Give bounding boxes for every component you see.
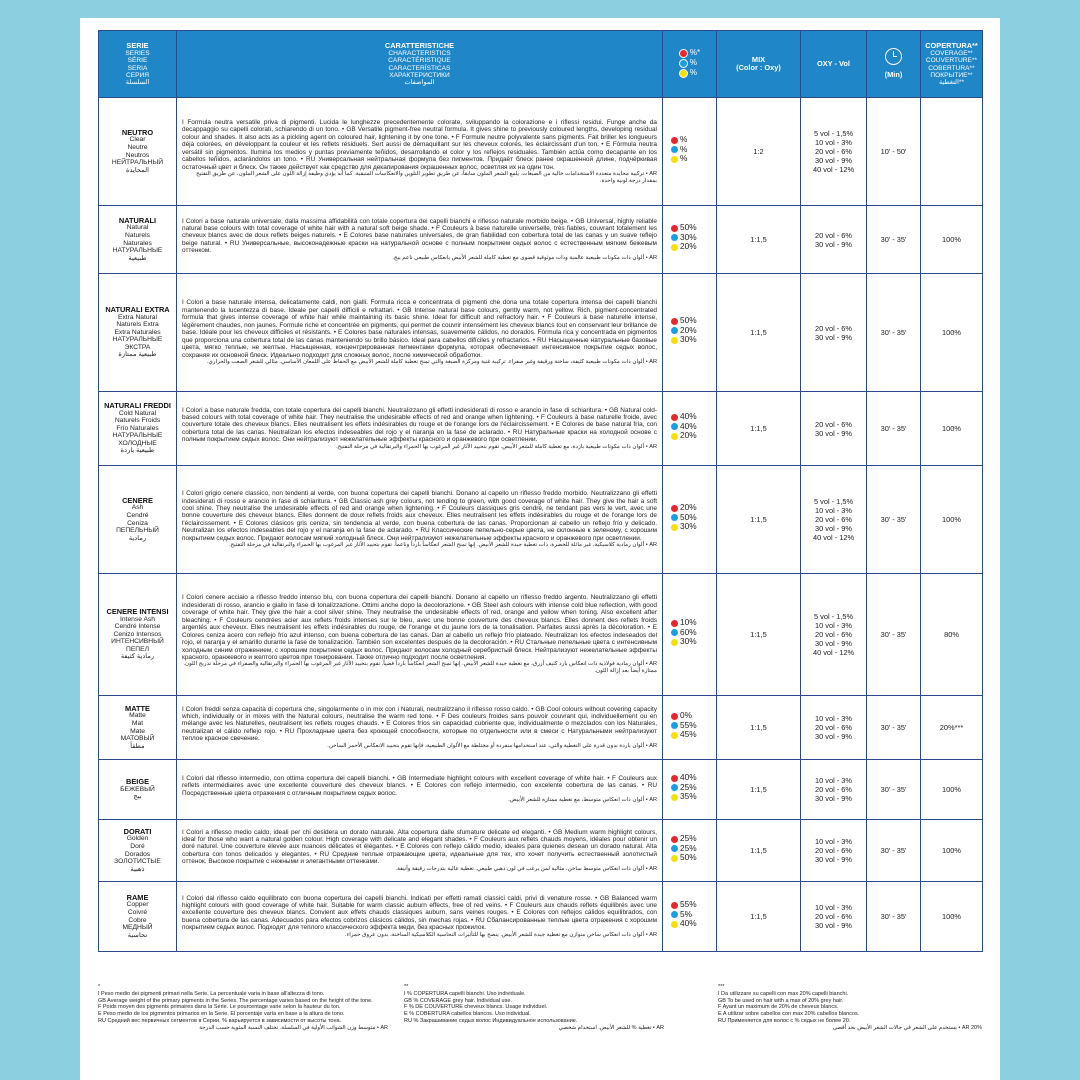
coverage-cell: 100% [921,466,983,574]
oxy-value: 30 vol - 9% [815,921,852,930]
description-text: I Colori a base naturale intensa, delicatamente caldi, non gialli. Formula ricca e concentrata di pigmenti che dona una totale copertura intensa dei capelli bianchi mantenendo la lucentezza di base. Ideale per capelli difficili e refrattari. • GB Intense natural base colours, gently warm, not yellow. Rich, pigment-concentrated formula that gives intense coverage of white hair while maintaining its basic shine. Ideal for difficult and refractory hair. • F Couleurs à base naturelle intense, légèrement chaudes, non jaunes. Formule riche et concentrée en pigments, qui permet de couvrir intensément les cheveux blancs tout en conservant leur brillance de base. Idéale pour les cheveux difficiles et résistants. • E Colores base naturales intensas, suavemente cálidos, no dorados. Fórmula rica y concentrada en pigmentos que proporciona una cobertura total de las canas manteniendo su brillo básico. Ideal para cabellos difíciles y refractarios. • RU Насыщенные натуральные базовые цвета, мягко теплые, не желтые. Насыщенная, концентрированная пигментами формула, которая обеспечивает интенсивное покрытие седых волос, сохраняя их основной блеск. Идеально подходит для сложных волос, после химической обработки. [182,299,657,359]
oxy-cell [801,274,867,392]
serie-name: رمادية كثيفة [120,653,155,661]
yellow-dot-icon [671,524,678,531]
description-arabic: AR • ألوان رمادية فولاذية ذات انعكاس بارد كثيف أزرق، مع تغطية جيدة للشعر الأبيض. إنها تمنح الشعر انعكاساً بارداً فضياً. تقوم بتحييد الآثار غير المرغوب بها الحمراء والبرتقالية والصفراء في مرحلة تدريج اللون. ممتازة أيضاً بعد إزالة اللون. [183,661,657,675]
pigment-value: 25% [680,781,697,792]
pigment-cell [663,98,717,206]
oxy-cell [801,882,867,952]
pigment-value: 50% [680,852,697,863]
coverage-cell: 100% [921,392,983,466]
red-dot-icon [671,225,678,232]
serie-name: Extra Naturales [114,328,161,336]
blue-dot-icon [671,514,678,521]
description-cell [177,820,663,882]
serie-name: Clear [129,136,146,144]
footnote-triple-asterisk: *** I Da utilizzare su capelli con max 20% capelli bianchi. GB To be used on hair with a max of 20% grey hair. F Ayant un maximum de 20% de cheveux blancs. E A utilizar sobre cabellos con max 20% cabellos blancos. RU Применяется для волос с % седых не более 20. 20% AR • يستخدم على الشعر في حالات الشعر الأبيض بحد أقصى [718,984,982,1031]
footnotes [98,984,982,1080]
serie-name: RAME [126,892,149,902]
table-row [99,206,983,274]
blue-dot-icon [671,911,678,918]
blue-dot-icon [671,845,678,852]
yellow-dot-icon [671,433,678,440]
description-cell [177,574,663,696]
oxy-value: 30 vol - 9% [815,794,852,803]
coverage-cell: 100% [921,882,983,952]
serie-name: Dorados [124,850,151,858]
oxy-value: 20 vol - 6% [815,419,852,429]
oxy-value: 30 vol - 9% [815,332,852,342]
description-cell [177,274,663,392]
header-mix: MIX (Color : Oxy) [717,31,801,98]
oxy-value: 30 vol - 9% [815,239,852,249]
mix-cell: 1:1,5 [717,466,801,574]
sheet [80,18,1000,1080]
description-cell [177,98,663,206]
description-cell [177,206,663,274]
red-dot-icon [671,505,678,512]
serie-name: Naturels Extra [116,321,159,329]
mix-cell: 1:1,5 [717,760,801,820]
serie-name: ЗОЛОТИСТЫЕ [114,858,161,866]
pigment-cell [663,466,717,574]
pigment-cell [663,760,717,820]
table-row [99,466,983,574]
serie-name: Naturels [125,231,150,239]
serie-name: БЕЖЕВЫЙ [120,785,155,793]
mix-cell: 1:1,5 [717,392,801,466]
pigment-value: 35% [680,791,697,802]
serie-cell [99,206,177,274]
red-dot-icon [679,49,688,58]
coverage-cell: 100% [921,274,983,392]
oxy-cell [801,574,867,696]
pigment-value: 55% [680,719,697,730]
oxy-value: 40 vol - 12% [812,648,855,657]
oxy-value: 10 vol - 3% [815,714,852,723]
oxy-cell [801,760,867,820]
red-dot-icon [671,775,678,782]
oxy-value: 5 vol - 1,5% [813,612,854,621]
header-serie: SERIE SERIES SÉRIE SERIA СЕРИЯ السلسلة [99,31,177,98]
pigment-value: 20% [680,502,697,513]
table-row [99,760,983,820]
red-dot-icon [671,836,678,843]
serie-name: Extra Natural [117,313,158,321]
serie-name: NATURALI FREDDI [104,400,171,410]
serie-name: Natural [126,224,149,232]
time-cell: 10' - 50' [867,98,921,206]
serie-name: NATURALI [118,215,157,225]
oxy-value: 20 vol - 6% [815,912,852,921]
pigment-value: 55% [680,899,697,910]
serie-name: Coivré [127,908,148,916]
pigment-value: 40% [680,918,697,929]
pigment-value: 30% [680,521,697,532]
description-cell [177,882,663,952]
serie-name: Cobre [128,916,147,924]
description-text: I Colori dal riflesso caldo equilibrato con buona copertura dei capelli bianchi. Indicati per effetti ramati classici caldi, privi di venature rosse. • GB Balanced warm highlight colours with good coverage of white hair. Suitable for warm classic auburn effects, free of red veins. • F Couleurs aux chauds reflets équilibrés avec une excellente couverture des cheveux blancs. Convient aux effets chauds classiques auburn, sans veines rouges. • E Colores con reflejos cálidos equilibrados, con buena cobertura de las canas. Adecuados para efectos cobrizos clásicos cálidos, sin mechas rojas. • RU Сбалансированные теплые цвета отражения с хорошим покрытием седых волос. Подходят для теплого классического эффекта меди, без красных прожилок. [182,894,657,932]
pigment-value: 20% [680,430,697,441]
red-dot-icon [671,137,678,144]
mix-cell: 1:1,5 [717,696,801,760]
description-cell [177,696,663,760]
pigment-value: 20% [680,241,697,252]
serie-name: ИНТЕНСИВНЫЙ [111,638,164,646]
serie-name: Neutros [125,151,150,159]
description-arabic: AR • ألوان رمادية كلاسيكية، غير مائلة للخضرة، ذات تغطية جيدة للشعر الأبيض. إنها تمنح الشعر انعكاساً بارداً وناعماً. تقوم بتحييد الآثار غير المرغوب بها الحمراء والبرتقالية في مرحلة التفتيح. [228,542,657,549]
serie-name: Cendré Intense [114,623,161,631]
oxy-cell [801,392,867,466]
serie-name: Matte [129,712,146,720]
oxy-value: 30 vol - 9% [815,639,852,648]
pigment-cell [663,206,717,274]
pigment-cell [663,574,717,696]
serie-name: Doré [130,842,145,850]
serie-name: Ash [131,504,144,512]
oxy-value: 20 vol - 6% [815,147,852,156]
serie-name: BEIGE [126,777,149,787]
pigment-value: 40% [680,420,697,431]
pigment-value: 50% [680,222,697,233]
header-pigments: %* % % [663,31,717,98]
yellow-dot-icon [671,855,678,862]
table-row [99,882,983,952]
red-dot-icon [671,620,678,627]
mix-cell: 1:1,5 [717,574,801,696]
yellow-dot-icon [671,244,678,251]
yellow-dot-icon [671,921,678,928]
serie-cell [99,466,177,574]
time-cell: 30' - 35' [867,882,921,952]
serie-cell [99,574,177,696]
serie-cell [99,98,177,206]
pigment-value: % [680,153,688,164]
oxy-value: 10 vol - 3% [815,621,852,630]
serie-name: Ceniza [127,519,148,527]
serie-name: DORATI [123,826,152,836]
blue-dot-icon [671,722,678,729]
pigment-value: 60% [680,626,697,637]
pigment-cell [663,392,717,466]
blue-dot-icon [679,59,688,68]
serie-name: Neutre [127,143,148,151]
description-arabic: AR • ألوان ذات مكونات طبيعية كثيفة، ساخنة ورقيقة وغير صفراء. تركيبة غنية ومركزة الصبغة والتي تمنح تغطية كاملة للشعر الأبيض مع الحفاظ على اللمعان الأساسي. مثالي للشعر الصعب والحراري. [206,359,657,366]
oxy-value: 20 vol - 6% [815,846,852,855]
oxy-value: 5 vol - 1,5% [813,497,854,506]
oxy-value: 20 vol - 6% [815,630,852,639]
serie-name: Mat [131,719,144,727]
oxy-cell [801,820,867,882]
header-time: (Min) [867,31,921,98]
blue-dot-icon [671,784,678,791]
description-cell [177,392,663,466]
time-cell: 30' - 35' [867,274,921,392]
oxy-value: 20 vol - 6% [815,785,852,794]
time-cell: 30' - 35' [867,696,921,760]
serie-name: МЕДНЫЙ [122,924,153,932]
description-cell [177,760,663,820]
time-cell: 30' - 35' [867,206,921,274]
description-arabic: AR • تركيبة محايدة متعددة الاستخدامات خالية من الصبغات. يلمع الشعر الملون سابقاً، عن طريق تطوير التلوين والانعكاسات المتبقية. كما أنه يؤدي وظيفة إزالة اللون على الشعر الملون، عن طريق التفتيح بمقدار درجة لونية واحدة. [196,170,657,184]
footnote-single-asterisk: * I Peso medio dei pigmenti primari nella Serie. La percentuale varia in base all'altezza di tono. GB Average weight of the primary pigments in the Series. The percentage varies based on the height of the tone. F Poids moyen des pigments primaires dans la Série. Le pourcentage varie selon la hauteur du ton. E Peso medio de los pigmentos primarios en la Serie. El porcentaje varía en base a la altura de tono. RU Средний вес первичных сегментов в Серии. % варьируется в зависимости от высоты тона. AR • متوسط وزن الشوائب الأولية في السلسلة. تختلف النسبة المئوية حسب الدرجة [98,984,388,1031]
pigment-value: 40% [680,411,697,422]
red-dot-icon [671,713,678,720]
serie-name: Naturels Froids [114,417,161,425]
coverage-cell: 100% [921,820,983,882]
serie-name: НАТУРАЛЬНЫЕ [112,247,163,255]
serie-name: CENERE INTENSI [106,606,169,616]
oxy-value: 20 vol - 6% [815,323,852,333]
pigment-value: 10% [680,617,697,628]
mix-cell: 1:2 [717,98,801,206]
description-text: I Colori dal riflesso intermedio, con ottima copertura dei capelli bianchi. • GB Intermediate highlight colours with excellent coverage of white hair. • F Couleurs aux reflets intermédiaires avec une excellente couverture des cheveux blancs. • E Colores con reflejo intermedio, con excelente cobertura de las canas. • RU Посредственные цвета отражения с отличным покрытием седых волос. [182,775,657,797]
pigment-value: 45% [680,729,697,740]
footnote-double-asterisk: ** I % COPERTURA capelli bianchi. Uso individuale. GB % COVERAGE grey hair. Individual use. F % DE COUVERTURE cheveux blancs. Usage individuel. E % COBERTURA cabellos blancos. Uso individual. RU % Закрашивание седых волос Индивидуальное использование. AR • تغطية % للشعر الأبيض. استخدام شخصي [404,984,664,1031]
mix-cell: 1:1,5 [717,274,801,392]
description-text: I Colori grigio cenere classico, non tendenti al verde, con buona copertura dei capelli bianchi. Donano al capello un riflesso freddo morbido. Neutralizzano gli effetti indesiderati di rosso e arancio in fase di schiaritura. • GB Classic ash grey colours, not tending to green, with good coverage of white hair. They give the hair a soft cool shine. They neutralise the undesirable effects of red and orange when lightening. • F Couleurs classiques gris cendré, ne tendant pas vers le vert, avec une bonne couverture des cheveux blancs. Elles donnent de doux reflets froids aux cheveux. Elles neutralisent les effets indésirables du rouge et de l'orange lors de l'éclaircissement. • E Colores clásicos gris ceniza, sin tendencia al verde, con buena cobertura de las canas. Proporcionan al cabello un reflejo frío y delicado. Neutralizan los efectos indeseables del rojo y el naranja en la fase de aclarado. • RU Классические пепельно-серые цвета, не склонные к зеленому, с хорошим покрытием седых волос. Придают волосам мягкий холодный блеск. Они нейтрализуют нежелательные эффекты красного и оранжевого при осветлении. [182,490,657,542]
pigment-value: 25% [680,833,697,844]
serie-name: Cendré [126,511,149,519]
blue-dot-icon [671,327,678,334]
coverage-cell: 100% [921,206,983,274]
description-arabic: AR • ألوان ذات مكونات طبيعية عالمية وذات موثوقية قصوى مع تغطية كاملة للشعر الأبيض بانعكاس طبيعي ناعم بيج. [392,254,657,261]
serie-cell [99,696,177,760]
red-dot-icon [671,902,678,909]
yellow-dot-icon [671,156,678,163]
description-text: I Colori a base naturale fredda, con totale copertura dei capelli bianchi. Neutralizzano gli effetti indesiderati di rosso e arancio in fase di schiaritura. • GB Natural cold-based colours with total coverage of white hair. They neutralise the undesirable effects of red and orange when lightening. • F Couleurs à base naturelle froide, avec couverture totale des cheveux blancs. Elles neutralisent les effets indésirables du rouge et de l'orange lors de l'éclaircissement. • E Colores de base natural fría, con cobertura total de las canas. Neutralizan los efectos indeseables del rojo y el naranja en la fase de aclarado. • RU Натуральные краски на холодной основе с полным покрытием седых волос. Они нейтрализуют нежелательные эффекты красного и оранжевого при осветлении. [182,406,657,444]
oxy-value: 10 vol - 3% [815,903,852,912]
pigment-value: 30% [680,636,697,647]
serie-cell [99,882,177,952]
oxy-value: 5 vol - 1,5% [813,129,854,138]
coverage-cell: 80% [921,574,983,696]
pigment-value: % [680,134,688,145]
pigment-cell [663,820,717,882]
red-dot-icon [671,414,678,421]
blue-dot-icon [671,234,678,241]
serie-name: НАТУРАЛЬНЫЕ [112,336,163,344]
table-row [99,696,983,760]
pigment-value: 30% [680,231,697,242]
blue-dot-icon [671,423,678,430]
oxy-value: 30 vol - 9% [815,428,852,438]
yellow-dot-icon [671,794,678,801]
oxy-value: 10 vol - 3% [815,776,852,785]
description-arabic: AR • ألوان ذات انعكاس متوسط، مع تغطية ممتازة للشعر الأبيض. [508,797,657,804]
oxy-value: 40 vol - 12% [812,165,855,174]
serie-name: Naturales [123,239,152,247]
description-arabic: AR • ألوان ذات انعكاس ساخن متوازن مع تغطية جيدة للشعر الأبيض. ينصح بها للتأثيرات النحاسية الكلاسيكية الساخنة، بدون عروق حمراء. [345,931,657,938]
serie-name: НАТУРАЛЬНЫЕ [112,432,163,440]
pigment-value: 5% [680,908,692,919]
red-dot-icon [671,318,678,325]
serie-name: MATTE [125,703,150,713]
serie-name: Frío Naturales [116,424,159,432]
oxy-value: 30 vol - 9% [815,732,852,741]
description-cell [177,466,663,574]
serie-name: طبيعية ممتازة [118,351,157,359]
oxy-value: 20 vol - 6% [815,230,852,240]
table-row [99,574,983,696]
oxy-value: 40 vol - 12% [812,533,855,542]
oxy-cell [801,466,867,574]
yellow-dot-icon [671,732,678,739]
serie-name: Golden [126,835,149,843]
table-row [99,274,983,392]
characteristics-table [98,30,983,952]
serie-name: ПЕПЕЛЬНЫЙ [116,527,159,535]
serie-name: ПЕПЕЛ [126,645,149,653]
serie-name: Intense Ash [120,615,155,623]
description-text: I Formula neutra versatile priva di pigmenti. Lucida le lunghezze precedentemente colorate, sviluppando la colorazione e i riflessi residui. Funge anche da decappaggio su capelli colorati, schiarendo di un tono. • GB Versatile pigment-free neutral formula. It gives shine to previously coloured lengths, developing residual colour and shades. It also acts as a pickling agent on coloured hair, lightening it by one tone. • F Formule neutre polyvalente sans pigments. Fait briller les longueurs déjà colorées, en développant la couleur et les reflets résiduels. Sert aussi de démaquillant sur les cheveux colorés, les éclaircissant d'un ton. • E Fórmula neutra versátil sin pigmentos. Ilumina los medios y puntas previamente teñidos, desarrollando el color y los reflejos residuales. También actúa como decapante en los cabellos teñidos, aclarándolos un tono. • RU Универсальная нейтральная формула без пигментов. Придаёт блеск ранее окрашенной длине, подчёркивая остаточный цвет и блеск. Он также действует как средство для декапирования окрашенных волос, осветляя их на один тон. [182,118,657,171]
serie-name: المحايدة [126,166,149,174]
coverage-cell [921,98,983,206]
yellow-dot-icon [679,69,688,78]
oxy-cell [801,206,867,274]
pigment-value: 30% [680,334,697,345]
coverage-cell: 100% [921,760,983,820]
mix-cell: 1:1,5 [717,882,801,952]
time-cell: 30' - 35' [867,760,921,820]
description-arabic: AR • ألوان ذات مكونات طبيعية باردة، مع تغطية كاملة للشعر الأبيض. تقوم بتحييد الآثار غير المرغوب بها الحمراء والبرتقالية في مرحلة التفتيح. [336,443,657,450]
serie-name: Mate [130,727,145,735]
header-oxy: OXY - Vol [801,31,867,98]
description-arabic: AR • ألوان باردة بدون قدرة على التغطية والتي، عند استخدامها منفردة أو مختلطة مع الألوان الطبيعية، فإنها تقوم بتحييد الانعكاس الأحمر الساخن. [327,742,657,749]
oxy-value: 20 vol - 6% [815,515,852,524]
serie-name: NEUTRO [121,127,154,137]
pigment-value: 40% [680,772,697,783]
serie-cell [99,760,177,820]
yellow-dot-icon [671,337,678,344]
serie-name: Cenizo Intensos [113,630,162,638]
serie-cell [99,392,177,466]
oxy-value: 10 vol - 3% [815,506,852,515]
time-cell: 30' - 35' [867,574,921,696]
description-text: I Colori cenere acciaio a riflesso freddo intenso blu, con buona copertura dei capelli bianchi. Donano al capello un riflesso freddo argento. Neutralizzano gli effetti indesiderati di rosso, arancio e giallo in fase di tonalizzazione. Ottimi anche dopo la decolorazione. • GB Steel ash colours with intense cold blue reflection, with good coverage of white hair. They give the hair a cool silver shine. They neutralise the undesirable effects of red, orange and yellow when toning. Also excellent after bleaching. • F Couleurs cendrées acier aux reflets froids intenses sur le bleu, avec une bonne couverture des cheveux blancs. Elles donnent des reflets froids argentés aux cheveux. Elles neutralisent les effets indésirables du rouge, de l'orange et du jaune lors de la tonalisation. Parfaites aussi après la décoloration. • E Colores ceniza acero con reflejo frío azul intenso, con buena cobertura de las canas. Dan al cabello un reflejo frío plateado. Neutralizan los efectos indeseados del rojo, el naranja y el amarillo durante la fase de tonalización. También son excelentes después de la decoloración. • RU Стальные пепельные цвета с интенсивным холодным синим отражением, с хорошим покрытием седых волос. Придают волосам холодный серебристый блеск. Нейтрализуют нежелательные эффекты красного, оранжевого и желтого цветов при тонировании. Также отлично подходит после осветления. [182,594,657,661]
table-row [99,392,983,466]
description-text: I Colori a base naturale universale, dalla massima affidabilità con totale copertura dei capelli bianchi e riflesso naturale morbido beige. • GB Universal, highly reliable natural base colours with total coverage of white hair with a natural soft beige shade. • F Couleurs à base naturelle universelle, très fiables, couvrant totalement les cheveux blancs avec de doux reflets beiges naturels. • E Colores base naturales universales, de gran fiabilidad con cobertura total de las canas y un suave reflejo beige natural. • RU Универсальные, высоконадежные краски на натуральной основе с полным покрытием седых волос с естественным мягким бежевым оттенком. [182,217,657,255]
serie-name: МАТОВЫЙ [120,735,155,743]
serie-name: نحاسية [127,931,148,939]
table-row [99,98,983,206]
serie-cell [99,274,177,392]
oxy-value: 20 vol - 6% [815,723,852,732]
serie-name: Cold Natural [118,409,157,417]
table-header [99,31,983,98]
pigment-value: 50% [680,511,697,522]
oxy-value: 30 vol - 9% [815,524,852,533]
blue-dot-icon [671,629,678,636]
yellow-dot-icon [671,639,678,646]
coverage-cell: 20%*** [921,696,983,760]
pigment-value: 20% [680,324,697,335]
mix-cell: 1:1,5 [717,820,801,882]
table-row [99,820,983,882]
clock-icon [885,48,902,65]
serie-name: بيج [133,793,142,801]
serie-cell [99,820,177,882]
pigment-value: 0% [680,710,692,721]
serie-name: NATURALI EXTRA [105,304,170,314]
serie-name: CENERE [122,495,153,505]
pigment-cell [663,274,717,392]
pigment-value: 50% [680,315,697,326]
description-arabic: AR • ألوان ذات انعكاس متوسط ساخن، مثالية لمن يرغب في لون ذهبي طبيعي. تغطية عالية بتدرجات رقيقة وأنيقة. [395,865,657,872]
pigment-cell [663,696,717,760]
pigment-cell [663,882,717,952]
serie-name: مطفأ [130,742,145,750]
serie-name: طبيعية باردة [120,447,155,455]
serie-name: ХОЛОДНЫЕ [118,439,157,447]
blue-dot-icon [671,146,678,153]
header-copertura: COPERTURA** COVERAGE** COUVERTURE** COBERTURA** ПОКРЫТИЕ** التغطية** [921,31,983,98]
oxy-value: 30 vol - 9% [815,855,852,864]
serie-name: رمادية [128,534,147,542]
header-caratteristiche: CARATTERISTICHE CHARACTERISTICS CARACTÉRISTIQUE CARACTERÍSTICAS ХАРАКТЕРИСТИКИ المواصفات [177,31,663,98]
serie-name: طبيعية [128,254,147,262]
time-cell: 30' - 35' [867,392,921,466]
oxy-value: 10 vol - 3% [815,837,852,846]
pigment-value: 25% [680,842,697,853]
oxy-value: 10 vol - 3% [815,138,852,147]
time-cell: 30' - 35' [867,820,921,882]
description-text: I Colori a riflesso medio caldo, ideali per chi desidera un dorato naturale. Alta copertura dalle sfumature delicate ed eleganti. • GB Medium warm highlight colours, ideal for those who want a natural golden colour. High coverage with delicate and elegant shades. • F Couleurs aux reflets chauds moyens, idéales pour obtenir un doré naturel. Une couverture élevée aux nuances délicates et élégantes. • E Colores con reflejo cálido medio, ideales para quienes desean un dorado natural. Alta cobertura con tonos delicados y elegantes. • RU Средние теплые отражающие цвета, идеальные для тех, кто хочет получить естественный золотистый оттенок. Высокое покрытие с нежными и элегантными оттенками. [182,828,657,866]
serie-name: ذهبية [130,865,145,873]
serie-name: ЭКСТРА [124,343,151,351]
oxy-cell [801,696,867,760]
description-text: I Colori freddi senza capacità di copertura che, singolarmente o in mix con i Naturali, neutralizzano il riflesso rosso caldo. • GB Cool colours without covering capacity which, individually or in mixes with the Natural colours, neutralise the warm red tone. • F Des couleurs froides sans pouvoir couvrant qui, individuellement ou en mélange avec les Naturelles, neutralisent les reflets rouges chauds. • E Colores fríos sin capacidad cubriente que, individualmente o mezclados con los Naturales, neutralizan el cálido reflejo rojo. • RU Прохладные цвета без кроющей способности, которые по отдельности или в смеси с Натуральными нейтрализуют теплое красное свечение. [182,705,657,743]
mix-cell: 1:1,5 [717,206,801,274]
oxy-value: 30 vol - 9% [815,156,852,165]
oxy-cell [801,98,867,206]
pigment-value: % [680,143,688,154]
serie-name: Copper [126,901,149,909]
time-cell: 30' - 35' [867,466,921,574]
serie-name: НЕЙТРАЛЬНЫЙ [111,159,164,167]
